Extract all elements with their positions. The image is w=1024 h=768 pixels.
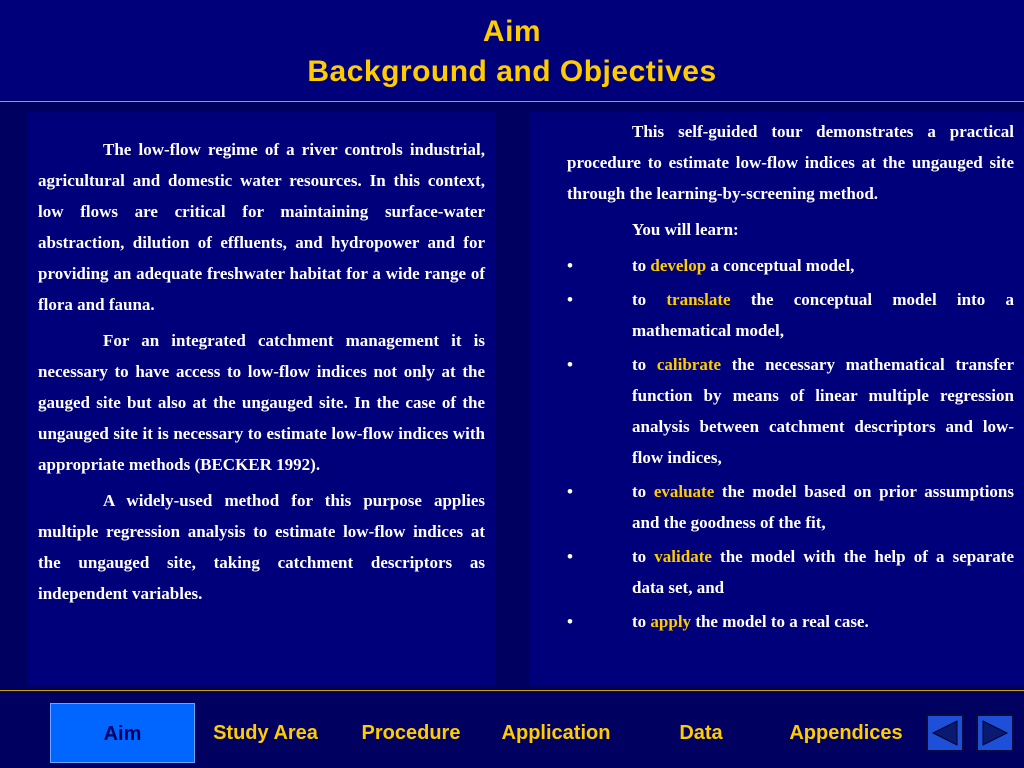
background-paragraph: The low-flow regime of a river controls industrial, agricultural and domestic water resources. In this context, low flows are critical for maintaining surface-water abstraction, dilution of effluents, and hydropower and for providing an adequate freshwater habitat for a wide range of flora and fauna.: [38, 140, 485, 314]
objective-item: • to calibrate the necessary mathematical transfer function by means of linear multiple regression analysis between catchment descriptors and low-flow indices,: [567, 349, 1014, 473]
objective-item: • to validate the model with the help of a separate data set, and: [567, 541, 1014, 603]
nav-tab-study-area[interactable]: Study Area: [213, 722, 318, 744]
objective-item: • to evaluate the model based on prior assumptions and the goodness of the fit,: [567, 476, 1014, 538]
footer-divider: [0, 690, 1024, 691]
bullet-icon: •: [567, 547, 573, 566]
bullet-icon: •: [567, 482, 573, 501]
bullet-icon: •: [567, 612, 573, 631]
objectives-panel: [530, 112, 1024, 686]
bottom-navigation: [0, 692, 1024, 768]
background-paragraph: A widely-used method for this purpose applies multiple regression analysis to estimate low-flow indices at the ungauged site, taking catchment descriptors as independent variables.: [38, 491, 485, 603]
nav-tab-procedure[interactable]: Procedure: [361, 722, 461, 744]
nav-tab-appendices[interactable]: Appendices: [789, 722, 903, 744]
nav-tab-application[interactable]: Application: [501, 722, 611, 744]
previous-button[interactable]: [926, 714, 964, 752]
bullet-icon: •: [567, 290, 573, 309]
objective-item: • to translate the conceptual model into a mathematical model,: [567, 284, 1014, 346]
objective-item: • to develop a conceptual model,: [567, 250, 1014, 281]
page-subtitle: Background and Objectives: [307, 55, 717, 88]
objective-keyword: validate: [654, 547, 712, 566]
objective-item: • to apply the model to a real case.: [567, 606, 1014, 637]
header-divider: [0, 101, 1024, 102]
objective-keyword: calibrate: [656, 355, 722, 374]
objective-keyword: apply: [650, 612, 692, 631]
page-title: Aim: [482, 15, 542, 48]
objectives-intro: This self-guided tour demonstrates a practical procedure to estimate low-flow indices at the ungauged site through the learning-by-screening method.: [567, 122, 1014, 203]
arrow-right-icon: [978, 716, 1012, 750]
objectives-heading: You will learn:: [632, 220, 739, 239]
bullet-icon: •: [567, 256, 573, 275]
background-panel: [28, 112, 495, 686]
next-button[interactable]: [976, 714, 1014, 752]
page-header: [0, 0, 1024, 100]
objective-keyword: develop: [650, 256, 707, 275]
objective-keyword: evaluate: [653, 482, 715, 501]
background-paragraph: For an integrated catchment management it is necessary to have access to low-flow indices not only at the gauged site but also at the ungauged site. In the case of the ungauged site it is necessary to estimate low-flow indices with appropriate methods (BECKER 1992).: [38, 331, 485, 474]
nav-tab-data[interactable]: Data: [679, 722, 723, 744]
bullet-icon: •: [567, 355, 573, 374]
nav-tab-aim[interactable]: Aim: [50, 703, 195, 763]
arrow-left-icon: [928, 716, 962, 750]
objective-keyword: translate: [666, 290, 731, 309]
